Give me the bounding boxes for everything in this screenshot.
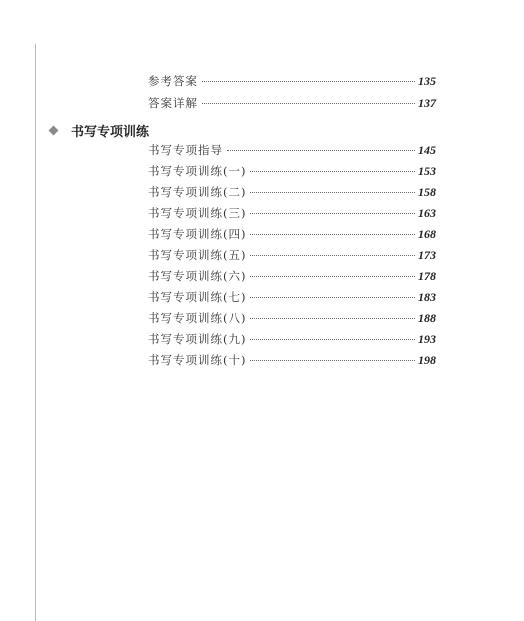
toc-entry-page: 173 [418,248,436,262]
toc-dot-leader [250,297,415,298]
toc-entry[interactable] [148,205,436,221]
toc-entry[interactable] [148,184,436,200]
toc-entry[interactable] [148,268,436,284]
toc-entry[interactable] [148,95,436,111]
toc-entry[interactable] [148,226,436,242]
toc-dot-leader [202,81,415,82]
toc-entry-page: 198 [418,353,436,367]
toc-dot-leader [202,103,415,104]
toc-entry[interactable] [148,289,436,305]
toc-entry-page: 193 [418,332,436,346]
toc-entry-label: 书写专项训练(九) [148,332,247,346]
toc-entry[interactable] [148,163,436,179]
toc-dot-leader [250,192,415,193]
diamond-icon [49,125,59,135]
toc-dot-leader [250,318,415,319]
toc-entry-page: 145 [418,143,436,157]
toc-entry-label: 答案详解 [148,96,198,110]
toc-entry-page: 163 [418,206,436,220]
toc-entry-label: 书写专项训练(三) [148,206,247,220]
toc-entry-page: 183 [418,290,436,304]
toc-entry-label: 书写专项训练(五) [148,248,247,262]
toc-dot-leader [227,150,415,151]
toc-entry[interactable] [148,73,436,89]
toc-entry-page: 153 [418,164,436,178]
toc-dot-leader [250,213,415,214]
toc-entry-page: 178 [418,269,436,283]
toc-entry-label: 书写专项训练(七) [148,290,247,304]
toc-dot-leader [250,255,415,256]
toc-dot-leader [250,276,415,277]
toc-entry-label: 书写专项训练(十) [148,353,247,367]
toc-entry[interactable] [148,331,436,347]
section-heading [50,121,149,139]
toc-entry-page: 137 [418,96,436,110]
toc-entry[interactable] [148,247,436,263]
toc-entry-label: 书写专项训练(二) [148,185,247,199]
toc-entry-page: 135 [418,74,436,88]
toc-entry-page: 158 [418,185,436,199]
toc-dot-leader [250,360,415,361]
toc-dot-leader [250,234,415,235]
toc-entry-label: 书写专项训练(六) [148,269,247,283]
toc-entry-page: 188 [418,311,436,325]
toc-entry-page: 168 [418,227,436,241]
toc-entry[interactable] [148,352,436,368]
toc-entry-label: 书写专项训练(八) [148,311,247,325]
toc-entry-label: 书写专项训练(一) [148,164,247,178]
toc-entry-label: 参考答案 [148,74,198,88]
toc-entry-label: 书写专项指导 [148,143,223,157]
toc-entry[interactable] [148,142,436,158]
toc-dot-leader [250,171,415,172]
page-margin-rule [35,44,36,621]
section-title: 书写专项训练 [71,124,150,140]
toc-entry[interactable] [148,310,436,326]
toc-dot-leader [250,339,415,340]
toc-entry-label: 书写专项训练(四) [148,227,247,241]
